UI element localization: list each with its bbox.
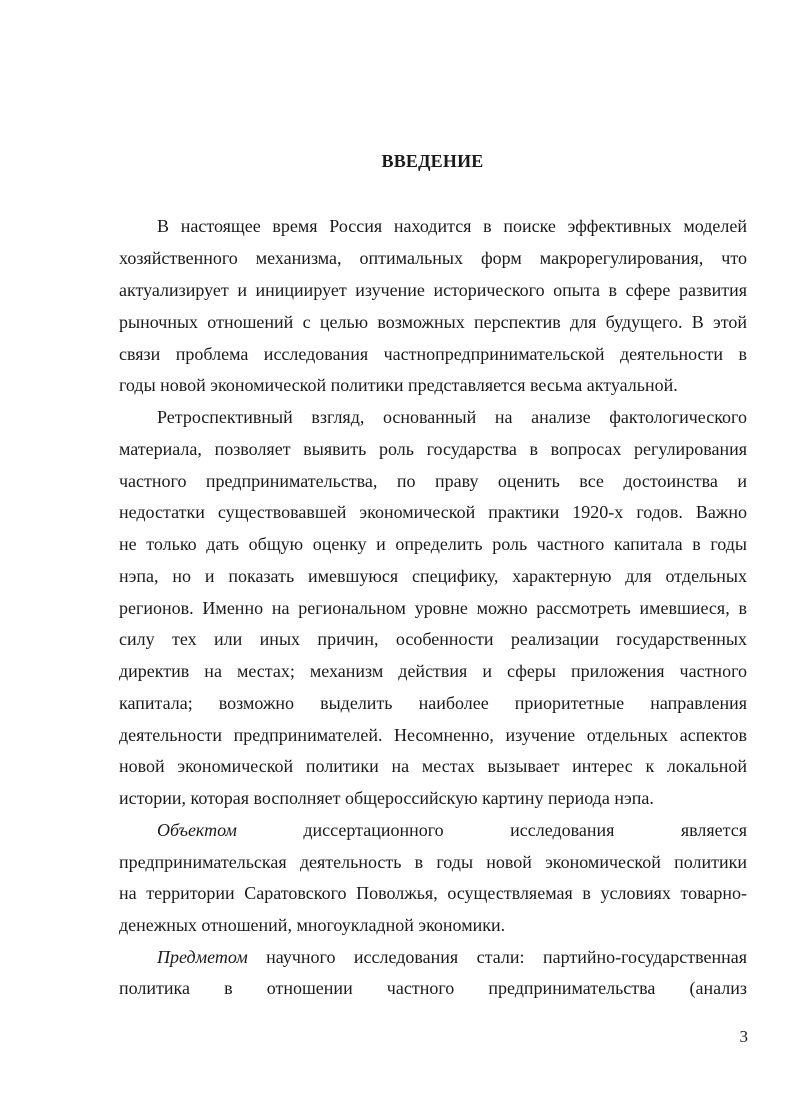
text-line: предпринимательская деятельность в годы новой экономической политики bbox=[119, 852, 747, 872]
page-number: 3 bbox=[739, 1027, 748, 1046]
text-line: Ретроспективный взгляд, основанный на анализе фактологического bbox=[157, 407, 747, 427]
object-rest: диссертационного исследования является bbox=[303, 820, 747, 840]
text-line: связи проблема исследования частнопредпринимательской деятельности в bbox=[119, 344, 747, 364]
text-line: регионов. Именно на региональном уровне можно рассмотреть имевшиеся, в bbox=[119, 598, 747, 618]
text-line: деятельности предпринимателей. Несомненно, изучение отдельных аспектов bbox=[119, 725, 747, 745]
text-line: директив на местах; механизм действия и сферы приложения частного bbox=[119, 661, 747, 681]
text-line: политика в отношении частного предпринимательства (анализ bbox=[119, 978, 747, 998]
text-line: В настоящее время Россия находится в поиске эффективных моделей bbox=[157, 216, 747, 236]
text-line: на территории Саратовского Поволжья, осуществляемая в условиях товарно- bbox=[119, 883, 747, 903]
subject-term: Предметом bbox=[157, 947, 248, 967]
text-line: годы новой экономической политики представляется весьма актуальной. bbox=[119, 375, 678, 395]
text-line: недостатки существовавшей экономической практики 1920-х годов. Важно bbox=[119, 502, 747, 522]
object-term: Объектом bbox=[157, 820, 237, 840]
text-line: капитала; возможно выделить наиболее приоритетные направления bbox=[119, 693, 747, 713]
text-line: истории, которая восполняет общероссийскую картину периода нэпа. bbox=[119, 788, 654, 808]
text-line: силу тех или иных причин, особенности реализации государственных bbox=[119, 629, 747, 649]
text-line: нэпа, но и показать имевшуюся специфику, характерную для отдельных bbox=[119, 566, 747, 586]
text-line: актуализирует и инициирует изучение исторического опыта в сфере развития bbox=[119, 280, 747, 300]
text-line: денежных отношений, многоукладной экономики. bbox=[119, 915, 506, 935]
subject-rest: научного исследования стали: партийно-государственная bbox=[266, 947, 748, 967]
text-line: материала, позволяет выявить роль государства в вопросах регулирования bbox=[119, 439, 747, 459]
text-line: частного предпринимательства, по праву оценить все достоинства и bbox=[119, 471, 747, 491]
text-line bbox=[157, 819, 747, 841]
text-line: хозяйственного механизма, оптимальных форм макрорегулирования, что bbox=[119, 248, 747, 268]
page-title: ВВЕДЕНИЕ bbox=[381, 151, 484, 171]
text-line: не только дать общую оценку и определить роль частного капитала в годы bbox=[119, 534, 747, 554]
text-line bbox=[157, 946, 747, 968]
text-line: рыночных отношений с целью возможных перспектив для будущего. В этой bbox=[119, 312, 747, 332]
text-line: новой экономической политики на местах вызывает интерес к локальной bbox=[119, 756, 747, 776]
